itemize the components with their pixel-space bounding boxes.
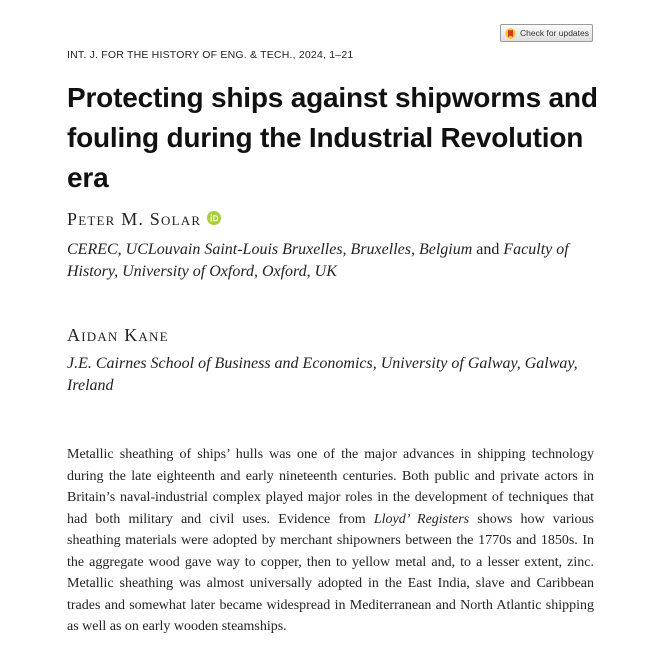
abstract: [67, 444, 594, 638]
journal-citation: INT. J. FOR THE HISTORY OF ENG. & TECH., 2024, 1–21: [67, 49, 354, 61]
article-title: Protecting ships against shipworms and fouling during the Industrial Revolution era: [67, 82, 598, 193]
affiliation-joiner: and: [472, 241, 504, 258]
orcid-icon[interactable]: [207, 209, 221, 230]
abstract-text: Metallic sheathing of ships’ hulls was one of the major advances in shipping technology during the late eighteenth and early nineteenth centuries. Both public and private actors in Britain’s naval-industrial complex played major roles in the development of techniques that had both military and civil uses. Evidence from: [67, 447, 594, 527]
author-name: [67, 209, 221, 230]
abstract-text: shows how various sheathing materials were adopted by merchant shipowners between the 1770s and 1850s. In the aggregate wood gave way to copper, then to yellow metal and, to a lesser extent, zinc. Metallic sheathing was almost universally adopted in the East India, slave and Caribbean trades and somewhat later became widespread in Mediterranean and North Atlantic shipping as well as on early wooden steamships.: [67, 511, 594, 634]
author-name-text: Aidan Kane: [67, 325, 169, 345]
author-name-text: Peter M. Solar: [67, 209, 202, 229]
check-for-updates-label: Check for updates: [520, 28, 589, 38]
affiliation-institution: Faculty of History, University of Oxford, Oxford, UK: [67, 241, 569, 280]
check-for-updates-badge[interactable]: [500, 24, 593, 42]
check-for-updates-icon: [505, 28, 516, 39]
author-affiliation: [67, 353, 597, 397]
author-name: [67, 325, 169, 346]
affiliation-institution: CEREC, UCLouvain Saint-Louis Bruxelles, Bruxelles, Belgium: [67, 241, 473, 258]
abstract-source: Lloyd’ Registers: [373, 511, 470, 527]
author-affiliation: [67, 239, 597, 283]
affiliation-institution: J.E. Cairnes School of Business and Economics, University of Galway, Galway, Ireland: [67, 355, 578, 394]
